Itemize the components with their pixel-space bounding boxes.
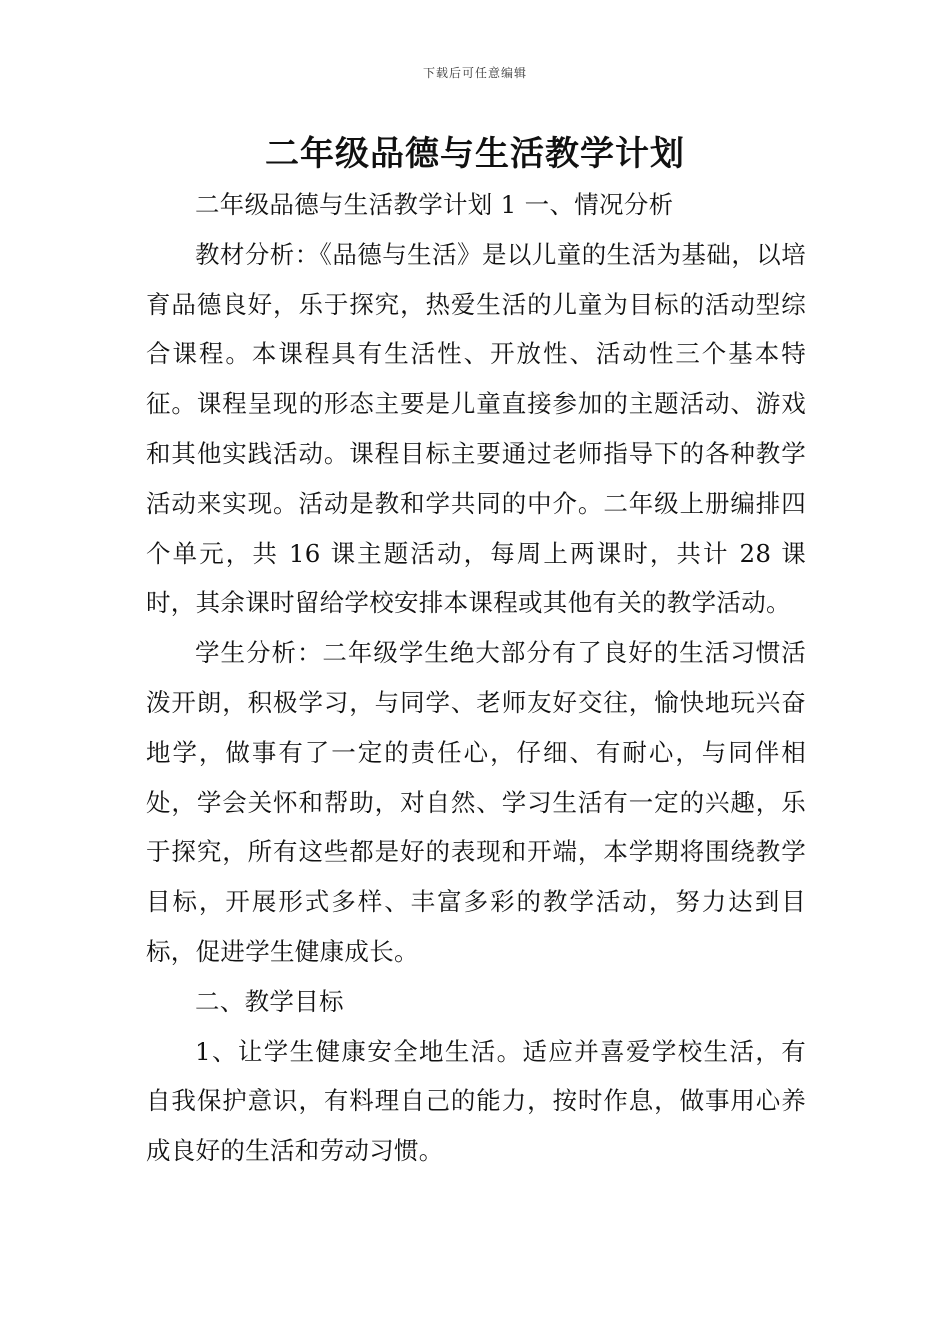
paragraph-intro-heading: 二年级品德与生活教学计划 1 一、情况分析 [195, 190, 674, 219]
paragraph-goal-1: 1、让学生健康安全地生活。适应并喜爱学校生活，有自我保护意识，有料理自己的能力，按时作息，做事用心养成良好的生活和劳动习惯。 [146, 1036, 806, 1166]
document-body [146, 180, 806, 1176]
document-title: 二年级品德与生活教学计划 [265, 134, 685, 174]
paragraph-student-analysis: 学生分析：二年级学生绝大部分有了良好的生活习惯活泼开朗，积极学习，与同学、老师友好交往，愉快地玩兴奋地学，做事有了一定的责任心，仔细、有耐心，与同伴相处，学会关怀和帮助，对自然、学习生活有一定的兴趣，乐于探究，所有这些都是好的表现和开端，本学期将围绕教学目标，开展形式多样、丰富多彩的教学活动，努力达到目标，促进学生健康成长。 [146, 638, 806, 966]
header-note: 下载后可任意编辑 [422, 66, 527, 80]
paragraph-textbook-analysis: 教材分析：《品德与生活》是以儿童的生活为基础，以培育品德良好，乐于探究，热爱生活的儿童为目标的活动型综合课程。本课程具有生活性、开放性、活动性三个基本特征。课程呈现的形态主要是儿童直接参加的主题活动、游戏和其他实践活动。课程目标主要通过老师指导下的各种教学活动来实现。活动是教和学共同的中介。二年级上册编排四个单元，共 16 课主题活动，每周上两课时，共计 28 课时，其余课时留给学校安排本课程或其他有关的教学活动。 [146, 239, 806, 618]
paragraph-section-heading-goals: 二、教学目标 [195, 986, 344, 1016]
